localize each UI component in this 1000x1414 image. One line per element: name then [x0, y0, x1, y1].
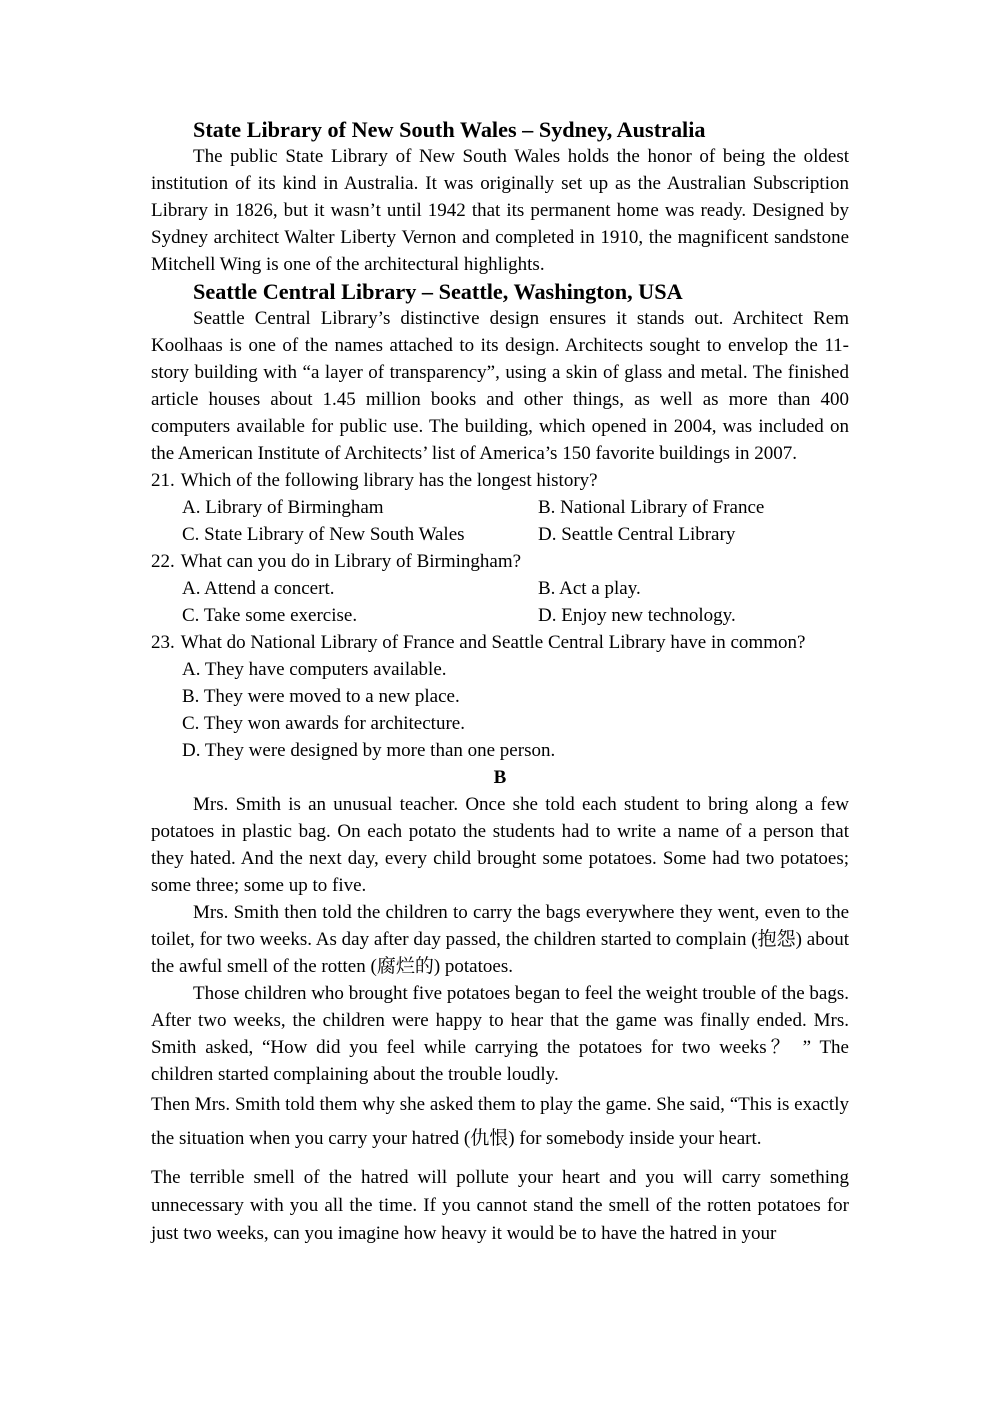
- question-21-option-d: D. Seattle Central Library: [538, 524, 736, 545]
- passage-b-paragraph-1: Mrs. Smith is an unusual teacher. Once she told each student to bring along a few potatoes in plastic bag. On each potato the students had to write a name of a person that they hated. And the next day, every child brought some potatoes. Some had two potatoes; some three; some up to five.: [151, 794, 849, 896]
- question-23-number: 23.: [151, 632, 175, 653]
- question-22-option-c: C. Take some exercise.: [182, 605, 358, 626]
- question-22-stem: [151, 548, 849, 575]
- question-22-option-a: A. Attend a concert.: [182, 578, 335, 599]
- passage-a-heading-sydney: State Library of New South Wales – Sydney, Australia: [193, 117, 706, 142]
- passage-a-paragraph-sydney: The public State Library of New South Wales holds the honor of being the oldest institution of its kind in Australia. It was originally set up as the Australian Subscription Library in 1826, but it wasn’t until 1942 that its permanent home was ready. Designed by Sydney architect Walter Liberty Vernon and completed in 1910, the magnificent sandstone Mitchell Wing is one of the architectural highlights.: [151, 146, 849, 275]
- question-23-option-c: C. They won awards for architecture.: [182, 713, 465, 734]
- question-22-option-b: B. Act a play.: [538, 578, 641, 599]
- question-23: [151, 629, 849, 764]
- question-22-options-row-1: [151, 575, 849, 602]
- question-21-option-a: A. Library of Birmingham: [182, 497, 384, 518]
- passage-b-paragraph-3: Those children who brought five potatoes began to feel the weight trouble of the bags. After two weeks, the children were happy to hear that the game was finally ended. Mrs. Smith asked, “How did you feel while carrying the potatoes for two weeks？ ” The children started complaining about the trouble loudly.: [151, 983, 849, 1085]
- passage-a-paragraph-seattle: Seattle Central Library’s distinctive design ensures it stands out. Architect Rem Koolhaas is one of the names attached to its design. Architects sought to envelop the 11-story building with “a layer of transparency”, using a skin of glass and metal. The finished article houses about 1.45 million books and other things, as well as more than 400 computers available for public use. The building, which opened in 2004, was included on the American Institute of Architects’ list of America’s 150 favorite buildings in 2007.: [151, 308, 849, 464]
- question-22-options-row-2: [151, 602, 849, 629]
- question-21-text: Which of the following library has the longest history?: [180, 470, 598, 491]
- passage-b-paragraph-5: The terrible smell of the hatred will pollute your heart and you will carry something unnecessary with you all the time. If you cannot stand the smell of the rotten potatoes for just two weeks, can you imagine how heavy it would be to have the hatred in your: [151, 1167, 849, 1244]
- question-21-options-row-1: [151, 494, 849, 521]
- question-22-text: What can you do in Library of Birmingham?: [180, 551, 522, 572]
- question-23-text: What do National Library of France and Seattle Central Library have in common?: [180, 632, 806, 653]
- question-22-number: 22.: [151, 551, 175, 572]
- question-23-option-b: B. They were moved to a new place.: [182, 686, 460, 707]
- question-21: [151, 467, 849, 548]
- question-21-stem: [151, 467, 849, 494]
- question-21-options-row-2: [151, 521, 849, 548]
- question-23-option-d: D. They were designed by more than one person.: [182, 740, 556, 761]
- question-23-option-a: A. They have computers available.: [182, 659, 447, 680]
- question-21-option-c: C. State Library of New South Wales: [182, 524, 465, 545]
- page-content: [151, 116, 849, 1248]
- section-b-label: B: [493, 767, 507, 788]
- question-21-number: 21.: [151, 470, 175, 491]
- question-22-option-d: D. Enjoy new technology.: [538, 605, 736, 626]
- question-23-stem: [151, 629, 849, 656]
- passage-a-heading-seattle: Seattle Central Library – Seattle, Washington, USA: [193, 279, 683, 304]
- passage-b-paragraph-4: Then Mrs. Smith told them why she asked them to play the game. She said, “This is exactly the situation when you carry your hatred (仇恨) for somebody inside your heart.: [151, 1094, 849, 1149]
- passage-b-paragraph-2: Mrs. Smith then told the children to carry the bags everywhere they went, even to the toilet, for two weeks. As day after day passed, the children started to complain (抱怨) about the awful smell of the rotten (腐烂的) potatoes.: [151, 902, 849, 977]
- question-22: [151, 548, 849, 629]
- question-21-option-b: B. National Library of France: [538, 497, 765, 518]
